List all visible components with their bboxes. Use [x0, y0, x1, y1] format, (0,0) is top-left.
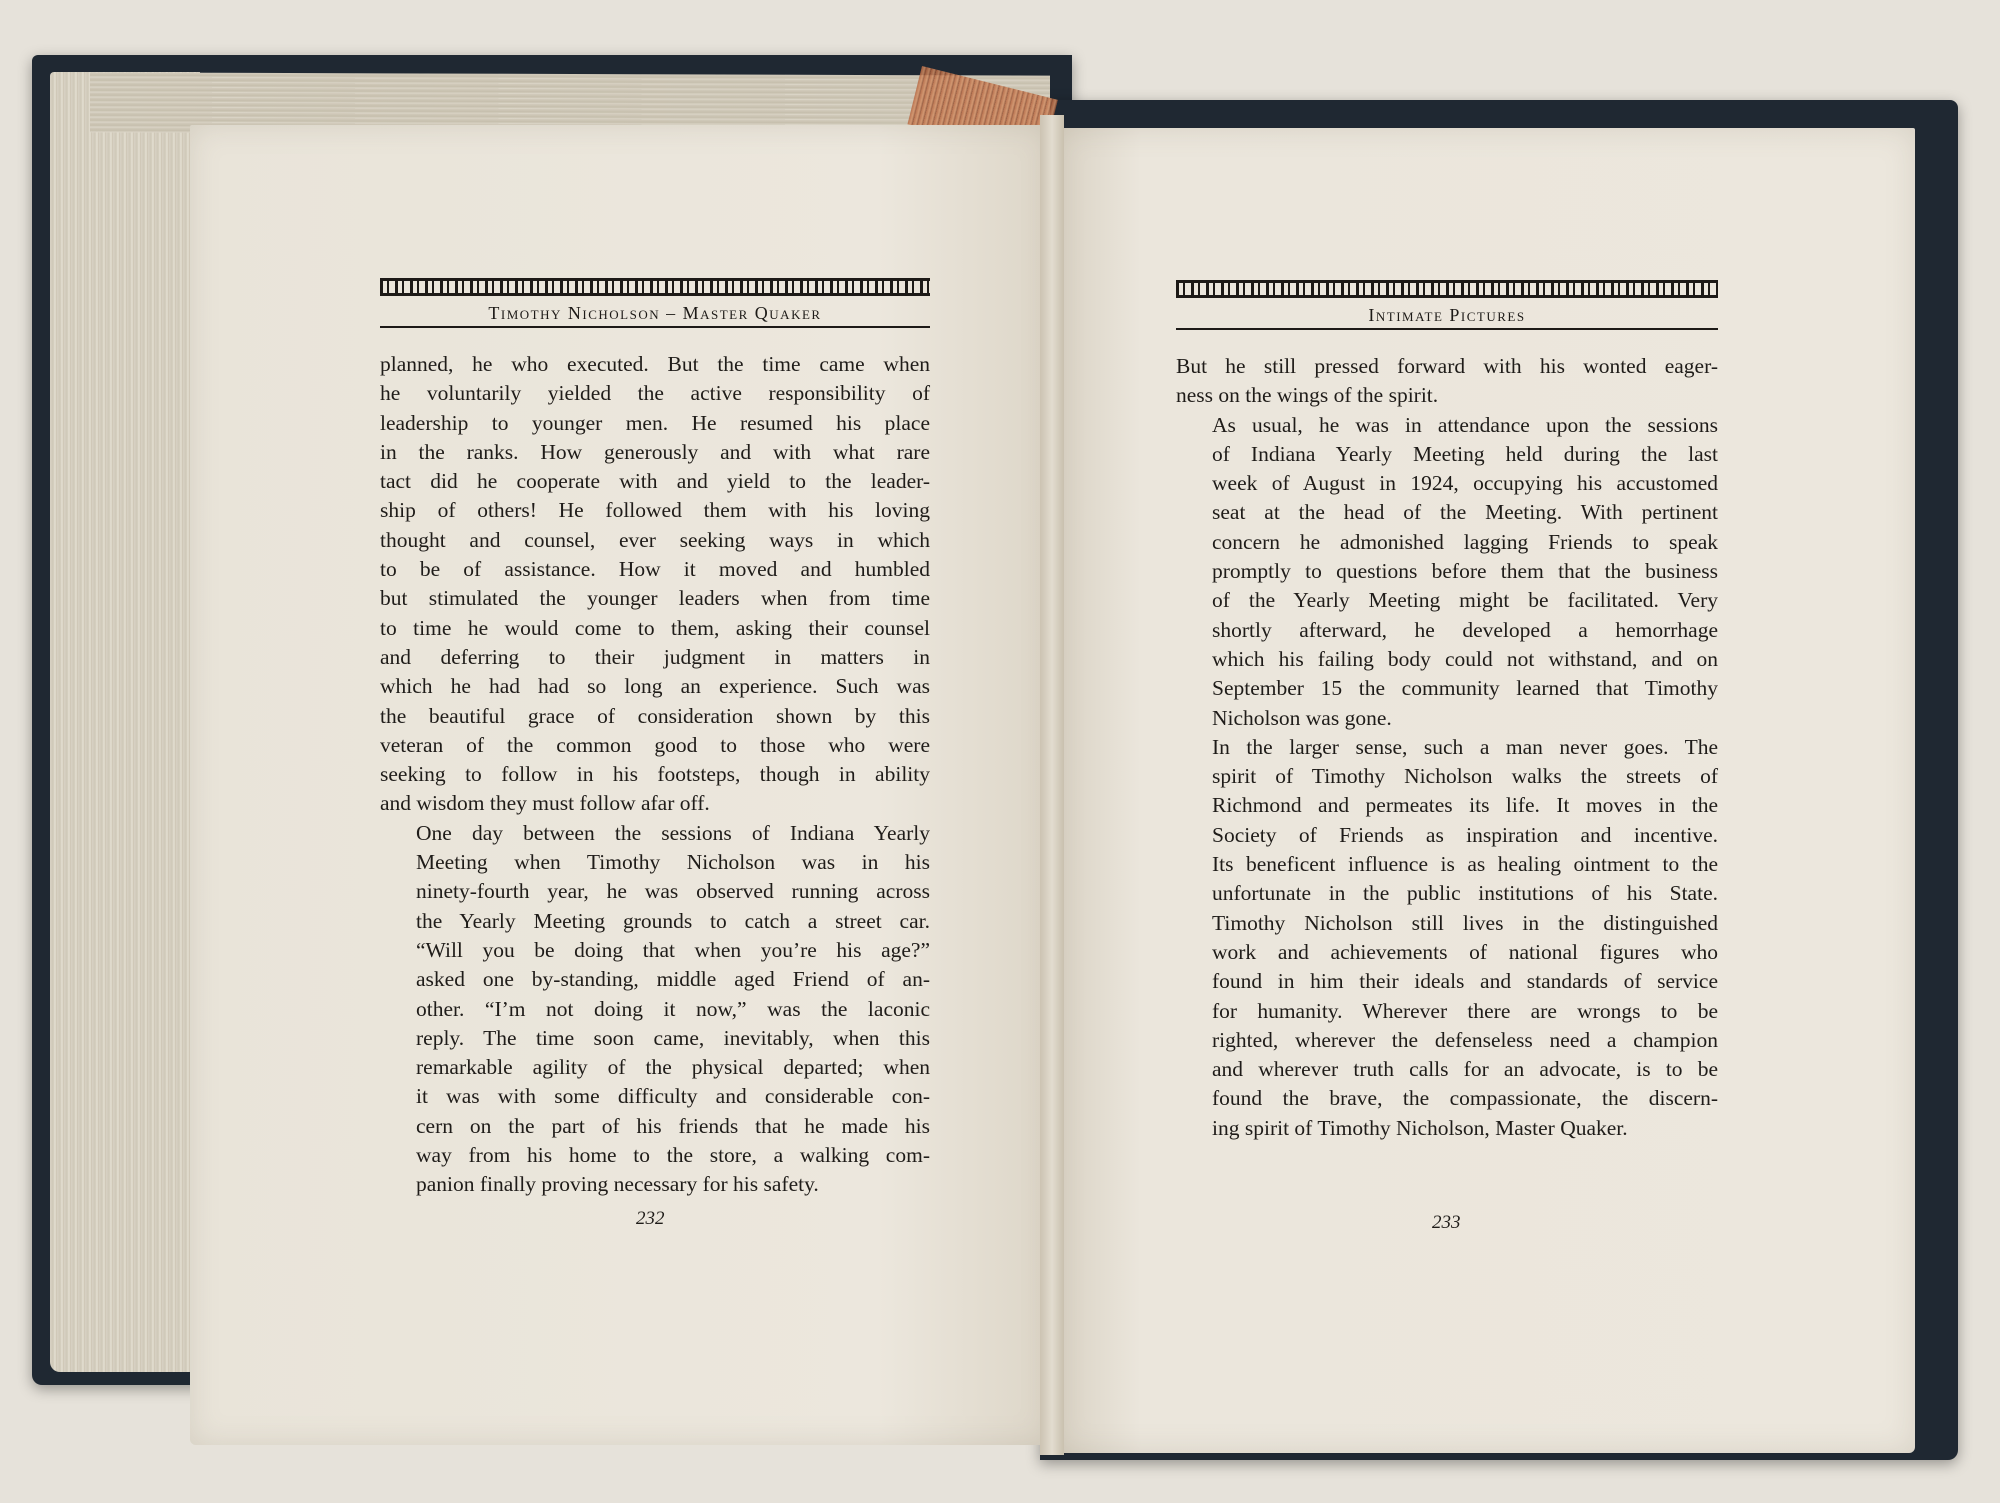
text-line: week of August in 1924, occupying his accustomed — [1212, 471, 1718, 496]
right-running-head — [1176, 280, 1718, 330]
text-line: leadership to younger men. He resumed his place — [380, 410, 930, 435]
right-page-body — [1176, 352, 1718, 1143]
text-line: work and achievements of national figures who — [1212, 939, 1718, 964]
text-line: In the larger sense, such a man never goes. The — [1212, 734, 1718, 759]
text-line: cern on the part of his friends that he made his — [416, 1113, 930, 1138]
text-line: ninety-fourth year, he was observed running across — [416, 879, 930, 904]
paragraph — [1176, 733, 1718, 1143]
text-line: of the Yearly Meeting might be facilitated. Very — [1212, 588, 1718, 613]
text-line: As usual, he was in attendance upon the sessions — [1212, 412, 1718, 437]
text-line: it was with some difficulty and considerable con- — [416, 1084, 930, 1109]
text-line: ness on the wings of the spirit. — [1176, 383, 1439, 408]
text-line: promptly to questions before them that the business — [1212, 559, 1718, 584]
left-running-head — [380, 278, 930, 328]
text-line: for humanity. Wherever there are wrongs to be — [1212, 998, 1718, 1023]
text-line: the Yearly Meeting grounds to catch a street car. — [416, 908, 930, 933]
text-line: which he had had so long an experience. Such was — [380, 674, 930, 699]
text-line: in the ranks. How generously and with what rare — [380, 439, 930, 464]
paragraph — [1176, 352, 1718, 411]
text-line: to be of assistance. How it moved and humbled — [380, 557, 930, 582]
text-line: to time he would come to them, asking their counsel — [380, 615, 930, 640]
text-line: unfortunate in the public institutions of his State. — [1212, 881, 1718, 906]
ornament-border — [380, 278, 930, 296]
text-line: planned, he who executed. But the time came when — [380, 352, 930, 376]
text-line: ing spirit of Timothy Nicholson, Master Quaker. — [1212, 1115, 1628, 1140]
text-line: which his failing body could not withstand, and on — [1212, 646, 1718, 671]
text-line: Meeting when Timothy Nicholson was in his — [416, 850, 930, 875]
text-line: panion finally proving necessary for his safety. — [416, 1172, 819, 1197]
text-line: tact did he cooperate with and yield to the leader- — [380, 469, 930, 494]
text-line: seeking to follow in his footsteps, though in ability — [380, 762, 930, 787]
text-line: veteran of the common good to those who were — [380, 732, 930, 757]
text-line: reply. The time soon came, inevitably, when this — [416, 1025, 930, 1050]
text-line: of Indiana Yearly Meeting held during the last — [1212, 441, 1718, 466]
text-line: seat at the head of the Meeting. With pertinent — [1212, 500, 1718, 525]
text-line: One day between the sessions of Indiana Yearly — [416, 820, 930, 845]
text-line: but stimulated the younger leaders when from time — [380, 586, 930, 611]
text-line: Richmond and permeates its life. It moves in the — [1212, 793, 1718, 818]
text-line: righted, wherever the defenseless need a champion — [1212, 1027, 1718, 1052]
text-line: spirit of Timothy Nicholson walks the streets of — [1212, 764, 1718, 789]
text-line: shortly afterward, he developed a hemorrhage — [1212, 617, 1718, 642]
ornament-border — [1176, 280, 1718, 298]
text-line: asked one by-standing, middle aged Friend of an- — [416, 967, 930, 992]
text-line: ship of others! He followed them with his loving — [380, 498, 930, 523]
text-line: remarkable agility of the physical departed; when — [416, 1055, 930, 1080]
page-edges — [50, 72, 200, 1372]
running-head-title: Intimate Pictures — [1368, 305, 1526, 325]
text-line: Nicholson was gone. — [1212, 705, 1392, 730]
text-line: Timothy Nicholson still lives in the distinguished — [1212, 910, 1718, 935]
text-line: concern he admonished lagging Friends to speak — [1212, 529, 1718, 554]
running-head-rule — [1176, 328, 1718, 330]
text-line: and deferring to their judgment in matters in — [380, 644, 930, 669]
left-page-body — [380, 350, 930, 1200]
running-head-title: Timothy Nicholson – Master Quaker — [488, 303, 822, 323]
text-line: Society of Friends as inspiration and incentive. — [1212, 822, 1718, 847]
paragraph — [1176, 411, 1718, 733]
text-line: the beautiful grace of consideration shown by this — [380, 703, 930, 728]
text-line: other. “I’m not doing it now,” was the laconic — [416, 996, 930, 1021]
page-number-right: 233 — [1432, 1212, 1461, 1233]
text-line: found the brave, the compassionate, the discern- — [1212, 1086, 1718, 1111]
text-line: and wherever truth calls for an advocate, is to be — [1212, 1057, 1718, 1082]
paragraph — [380, 819, 930, 1200]
running-head-rule — [380, 326, 930, 328]
text-line: But he still pressed forward with his wonted eager- — [1176, 354, 1718, 378]
text-line: “Will you be doing that when you’re his age?” — [416, 937, 930, 962]
paragraph — [380, 350, 930, 819]
page-number-left: 232 — [636, 1208, 665, 1229]
text-line: found in him their ideals and standards of service — [1212, 969, 1718, 994]
text-line: way from his home to the store, a walking com- — [416, 1143, 930, 1168]
gutter — [1040, 115, 1064, 1455]
text-line: thought and counsel, ever seeking ways in which — [380, 527, 930, 552]
text-line: September 15 the community learned that Timothy — [1212, 676, 1718, 701]
text-line: he voluntarily yielded the active responsibility of — [380, 381, 930, 406]
text-line: and wisdom they must follow afar off. — [380, 791, 710, 816]
text-line: Its beneficent influence is as healing ointment to the — [1212, 852, 1718, 877]
